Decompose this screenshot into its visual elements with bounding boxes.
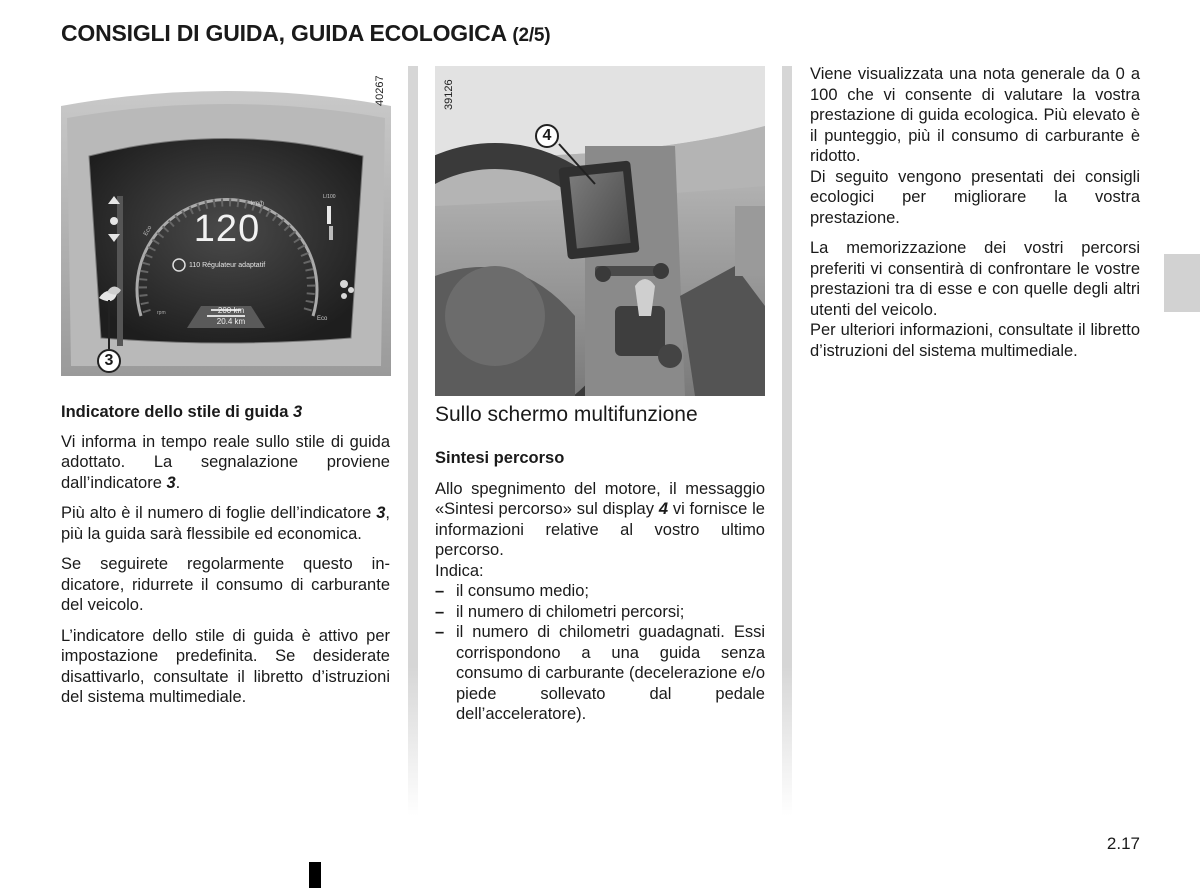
paragraph <box>435 479 765 561</box>
subheading-trip-summary: Sintesi percorso <box>435 449 565 467</box>
callout-3-leader <box>61 66 391 376</box>
cruise-control-text: 110 Régulateur adaptatif <box>189 262 266 269</box>
paragraph-text: vi fornisce le informazioni relative al vostro ultimo percorso. <box>435 500 765 559</box>
trip-info-list <box>435 581 765 725</box>
column-divider-left <box>408 66 418 816</box>
paragraph: La memorizzazione dei vostri percorsi preferiti vi consentirà di confrontare le vostre prestazioni tra di esse e con quelle degli altri utenti del veicolo. <box>810 239 1140 319</box>
column-middle <box>435 402 765 725</box>
ref-3: 3 <box>166 473 176 492</box>
callout-3: 3 <box>97 349 121 373</box>
rpm-label: rpm <box>157 310 166 316</box>
paragraph-end: . <box>175 473 181 492</box>
eco-label-left: Eco <box>142 225 154 237</box>
paragraph-text: Più alto è il numero di foglie dell’indicatore <box>61 504 377 522</box>
trip-distance-2: 20.4 km <box>216 317 246 326</box>
paragraph-text: , più la guida sarà flessibile ed economica. <box>61 504 390 543</box>
paragraph-text: Allo spegnimento del motore, il messaggio «Sintesi percorso» sul display <box>435 479 765 518</box>
page-number: 2.17 <box>1106 834 1140 853</box>
eco-label-right: Eco <box>317 316 328 322</box>
paragraph <box>61 503 390 544</box>
multifunction-screen-figure <box>435 66 765 396</box>
footer-mark <box>309 862 321 888</box>
column-left <box>61 402 390 718</box>
callout-4-leader <box>435 66 765 396</box>
speed-unit: km/h <box>251 201 265 207</box>
heading-text: Indicatore dello stile di guida <box>61 403 293 421</box>
ref-3: 3 <box>376 504 386 522</box>
column-right <box>810 64 1140 371</box>
paragraph <box>61 432 390 494</box>
column-divider-right <box>782 66 792 816</box>
paragraph-text: Vi informa in tempo reale sullo stile di guida adottato. La segnalazione proviene dall’indicatore <box>61 432 390 492</box>
paragraph: Viene visualizzata una nota generale da 0 a 100 che vi consente di valutare la vostra prestazione di guida ecologica. Più elevato è il punteggio, più il consumo di carburante è ridotto. <box>810 65 1140 165</box>
chapter-tab <box>1164 254 1200 312</box>
trip-distance-1: 200 km <box>217 306 245 315</box>
indica-label: Indica: <box>435 561 484 580</box>
list-item: – il numero di chilometri guadagnati. Essi corrispondono a una guida senza consumo di carburante (decelerazione e/o piede sollevato dal pedale dell’acceleratore). <box>435 622 765 725</box>
paragraph: Di seguito vengono presentati dei consigli ecologici per migliorare la vostra prestazione. <box>810 167 1140 227</box>
heading-ref: 3 <box>292 403 303 421</box>
fuel-consumption-label: L/100 <box>323 194 336 200</box>
figure-code-39126: 39126 <box>443 79 455 110</box>
title-page-fraction: (2/5) <box>512 25 551 46</box>
paragraph: Per ulteriori informazioni, consultate il libretto d’istruzioni del sistema multimediale. <box>810 321 1140 360</box>
section-heading-multifunction-screen: Sullo schermo multifunzione <box>435 403 698 426</box>
paragraph: L’indicatore dello stile di guida è attivo per impostazione predefinita. Se desiderate disattivarlo, consultate il libretto d’istruzioni del sistema multimediale. <box>61 626 390 706</box>
paragraph: Se seguirete regolarmente questo indicatore, ridurrete il consumo di carburante del veicolo. <box>61 555 390 614</box>
section-heading-driving-style <box>61 402 390 423</box>
speed-readout: 120 <box>193 208 261 250</box>
list-item: – il numero di chilometri percorsi; <box>435 602 765 623</box>
page-title <box>61 20 550 47</box>
title-text: CONSIGLI DI GUIDA, GUIDA ECOLOGICA <box>61 20 507 46</box>
instrument-cluster-figure <box>61 66 391 376</box>
ref-4: 4 <box>658 500 668 518</box>
callout-4: 4 <box>535 124 559 148</box>
figure-code-40267: 40267 <box>374 75 386 106</box>
list-item: – il consumo medio; <box>435 581 765 602</box>
